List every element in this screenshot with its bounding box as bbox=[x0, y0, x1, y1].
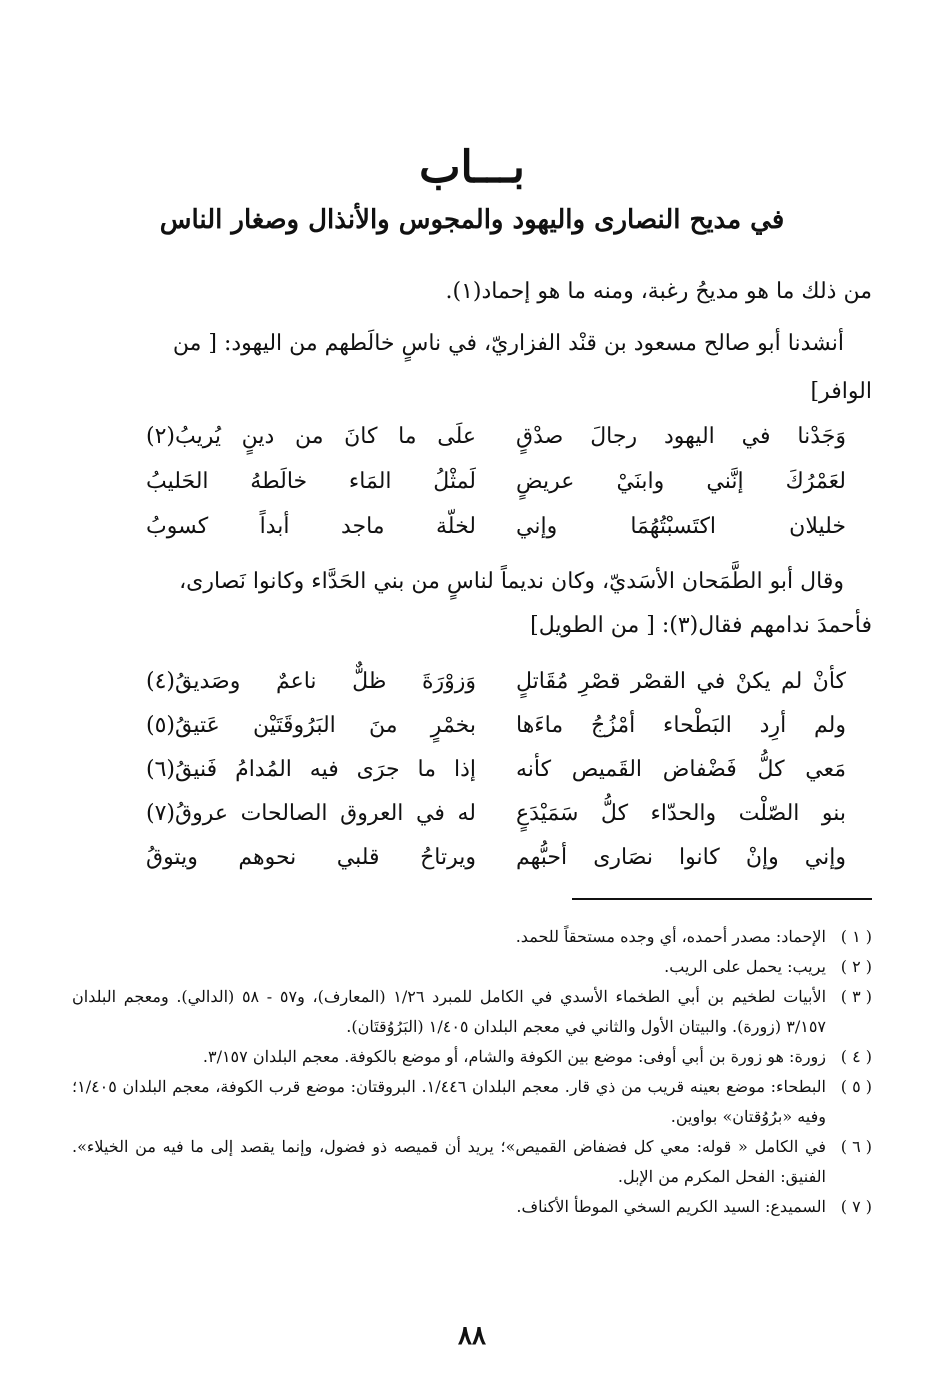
footnote-text: في الكامل « قوله: معي كل فضفاض القميص»؛ يريد أن قميصه ذو فضول، وإنما يقصد إلى ما فيه من الخيلاء». الفنيق: الفحل المكرم من الإبل. bbox=[72, 1137, 826, 1186]
footnote-text: يريب: يحمل على الريب. bbox=[664, 957, 826, 976]
verse bbox=[146, 704, 846, 748]
footnote bbox=[72, 1042, 872, 1072]
page-number: ٨٨ bbox=[458, 1321, 486, 1351]
footnote bbox=[72, 1132, 872, 1192]
poem1-introduction: أنشدنا أبو صالح مسعود بن قنْد الفزاريّ، في ناسٍ خالَطهم من اليهود: [ من bbox=[172, 331, 844, 356]
poem1-meter: الوافر] bbox=[810, 379, 872, 404]
verse bbox=[146, 836, 846, 880]
verse bbox=[146, 459, 846, 504]
verse-second-hemistich: لَمثْلُ المَاء خالَطهُ الحَليبُ bbox=[146, 469, 476, 494]
verse bbox=[146, 414, 846, 459]
verse-second-hemistich: بخمْرٍ منَ البَرُوقَتَيْن عَتيقُ(٥) bbox=[146, 713, 476, 738]
verse-second-hemistich: له في العروق الصالحات عروقُ(٧) bbox=[146, 801, 476, 826]
poem-2 bbox=[146, 660, 846, 880]
poem-1 bbox=[146, 414, 846, 549]
footnote-number: ( ٣ ) bbox=[840, 987, 872, 1006]
footnote-number: ( ٤ ) bbox=[840, 1047, 872, 1066]
verse-first-hemistich: كأنْ لم يكنْ في القصْر قصْرِ مُقَاتلٍ bbox=[516, 669, 846, 694]
verse-second-hemistich: وَزوْرَةَ ظلٌّ ناعمٌ وصَديقُ(٤) bbox=[146, 669, 476, 694]
footnote-number: ( ٦ ) bbox=[840, 1137, 872, 1156]
footnote-text: الأبيات لطخيم بن أبي الطخماء الأسدي في الكامل للمبرد ١/٢٦ (المعارف)، و٥٧ - ٥٨ (الدالي). ومعجم البلدان ٣/١٥٧ (زورة). والبيتان الأول والثاني في معجم البلدان ١/٤٠٥ (البَرُوُقتَان). bbox=[72, 987, 827, 1036]
verse-second-hemistich: علَى ما كانَ من دينٍ يُريبُ(٢) bbox=[146, 424, 476, 449]
verse bbox=[146, 748, 846, 792]
verse-first-hemistich: بنو الصّلْت والحدّاء كلُّ سَمَيْدَعٍ bbox=[516, 801, 846, 826]
footnote-number: ( ٧ ) bbox=[840, 1197, 872, 1216]
verse bbox=[146, 792, 846, 836]
verse-first-hemistich: لعَمْرُكَ إنَّني وابنَيْ عريضٍ bbox=[516, 469, 846, 494]
footnotes bbox=[72, 922, 872, 1222]
verse-first-hemistich: ولم أرِد البَطْحاء أمْزُجُ ماءَها bbox=[516, 713, 846, 738]
verse-first-hemistich: مَعي كلُّ فَضْفاض القَميص كأنه bbox=[516, 757, 846, 782]
footnote-text: الإحماد: مصدر أحمده، أي وجده مستحقاً للحمد. bbox=[515, 927, 826, 946]
footnote-number: ( ١ ) bbox=[840, 927, 872, 946]
footnote bbox=[72, 922, 872, 952]
verse-second-hemistich: ويرتاحُ قلبي نحوهم ويتوقُ bbox=[146, 845, 476, 870]
footnote-text: البطحاء: موضع بعينه قريب من ذي قار. معجم البلدان ١/٤٤٦. البروقتان: موضع قرب الكوفة، معجم البلدان ١/٤٠٥؛ وفيه «برُوُقتان» بواوين. bbox=[72, 1077, 827, 1126]
footnote-text: زورة: هو زورة بن أبي أوفى: موضع بين الكوفة والشام، أو موضع بالكوفة. معجم البلدان ٣/١٥٧. bbox=[202, 1047, 826, 1066]
footnote-number: ( ٢ ) bbox=[840, 957, 872, 976]
footnote-text: السميدع: السيد الكريم السخي الموطأ الأكناف. bbox=[516, 1197, 826, 1216]
chapter-title: بـــاب bbox=[419, 142, 525, 193]
verse-second-hemistich: إذا ما جرَى فيه المُدامُ فَنيقُ(٦) bbox=[146, 757, 476, 782]
footnote-separator bbox=[572, 898, 872, 900]
verse bbox=[146, 504, 846, 549]
poem2-introduction: وقال أبو الطَّمَحان الأسَديّ، وكان نديماً لناسٍ من بني الحَدَّاء وكانوا نَصارى، bbox=[179, 569, 844, 594]
verse-first-hemistich: وَجَدْنا في اليهود رجالَ صدْقٍ bbox=[516, 424, 846, 449]
poem2-meter: فأحمدَ ندامهم فقال(٣): [ من الطويل] bbox=[530, 613, 872, 638]
verse-second-hemistich: لخلّة ماجد أبداً كسوبُ bbox=[146, 514, 476, 539]
footnote bbox=[72, 982, 872, 1042]
verse-first-hemistich: وإني وإنْ كانوا نصَارى أحبُّهم bbox=[516, 845, 846, 870]
chapter-subtitle: في مديح النصارى واليهود والمجوس والأنذال وصغار الناس bbox=[159, 205, 785, 235]
footnote bbox=[72, 1192, 872, 1222]
footnote bbox=[72, 1072, 872, 1132]
footnote-number: ( ٥ ) bbox=[840, 1077, 872, 1096]
verse bbox=[146, 660, 846, 704]
verse-first-hemistich: خليلان اكتَسبْتُهُمَا وإني bbox=[516, 514, 846, 539]
footnote bbox=[72, 952, 872, 982]
intro-paragraph: من ذلك ما هو مديحُ رغبة، ومنه ما هو إحماد(١). bbox=[445, 279, 872, 304]
